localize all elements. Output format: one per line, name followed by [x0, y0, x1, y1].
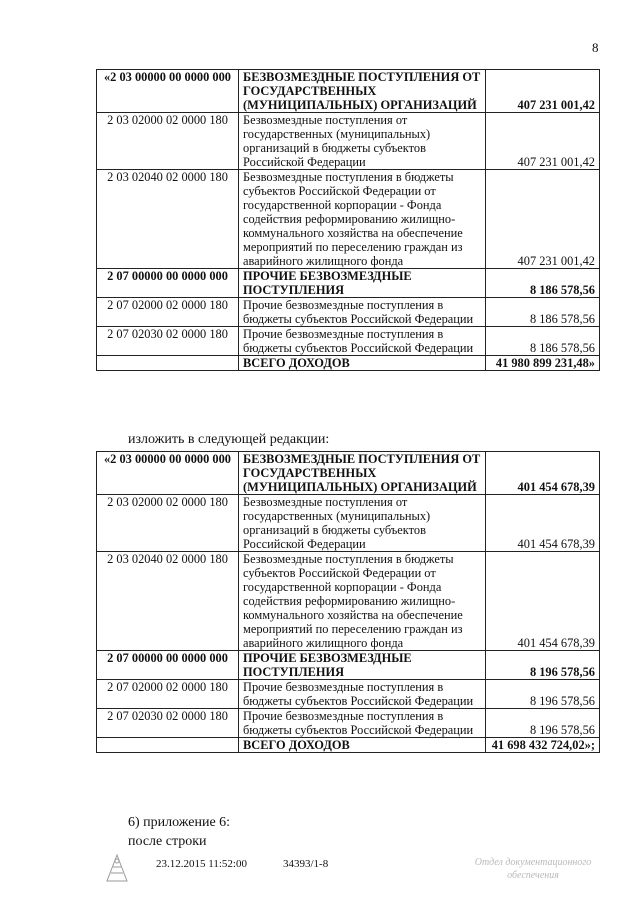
table-row	[97, 298, 600, 327]
name-cell: Прочие безвозмездные поступления в бюджеты субъектов Российской Федерации	[239, 709, 486, 738]
name-cell: Прочие безвозмездные поступления в бюджеты субъектов Российской Федерации	[239, 327, 486, 356]
table-row	[97, 356, 600, 371]
item-6-text: 6) приложение 6:	[128, 815, 231, 830]
table-row	[97, 738, 600, 753]
table-row	[97, 170, 600, 269]
footer-datetime: 23.12.2015 11:52:00	[156, 858, 247, 870]
name-cell: ПРОЧИЕ БЕЗВОЗМЕЗДНЫЕ ПОСТУПЛЕНИЯ	[239, 651, 486, 680]
name-cell: Безвозмездные поступления от государственных (муниципальных) организаций в бюджеты субъектов Российской Федерации	[239, 495, 486, 552]
table-row	[97, 651, 600, 680]
code-cell: 2 03 02040 02 0000 180	[97, 552, 239, 651]
table-row	[97, 113, 600, 170]
table-body	[97, 70, 600, 371]
name-cell: ПРОЧИЕ БЕЗВОЗМЕЗДНЫЕ ПОСТУПЛЕНИЯ	[239, 269, 486, 298]
amount-cell: 8 186 578,56	[486, 269, 600, 298]
amount-cell: 8 196 578,56	[486, 680, 600, 709]
amount-cell: 407 231 001,42	[486, 70, 600, 113]
name-cell: Безвозмездные поступления в бюджеты субъектов Российской Федерации от государственной корпорации - Фонда содействия реформированию жилищно-коммунального хозяйства на обеспечение мероприятий по переселению граждан из аварийного жилищного фонда	[239, 552, 486, 651]
code-cell: 2 07 02030 02 0000 180	[97, 709, 239, 738]
name-cell: ВСЕГО ДОХОДОВ	[239, 738, 486, 753]
amount-cell: 401 454 678,39	[486, 552, 600, 651]
seal-icon	[100, 851, 134, 885]
code-cell: 2 07 00000 00 0000 000	[97, 269, 239, 298]
code-cell	[97, 356, 239, 371]
code-cell: 2 07 00000 00 0000 000	[97, 651, 239, 680]
code-cell: «2 03 00000 00 0000 000	[97, 70, 239, 113]
amount-cell: 8 186 578,56	[486, 327, 600, 356]
amount-cell: 401 454 678,39	[486, 452, 600, 495]
stamp-line-2: обеспечения	[507, 870, 559, 881]
amount-cell: 8 196 578,56	[486, 709, 600, 738]
amount-cell: 41 980 899 231,48»	[486, 356, 600, 371]
after-line-text: после строки	[128, 834, 207, 849]
budget-table-after	[96, 451, 600, 753]
amount-cell: 41 698 432 724,02»;	[486, 738, 600, 753]
code-cell: 2 03 02000 02 0000 180	[97, 113, 239, 170]
name-cell: БЕЗВОЗМЕЗДНЫЕ ПОСТУПЛЕНИЯ ОТ ГОСУДАРСТВЕННЫХ (МУНИЦИПАЛЬНЫХ) ОРГАНИЗАЦИЙ	[239, 452, 486, 495]
name-cell: Безвозмездные поступления от государственных (муниципальных) организаций в бюджеты субъектов Российской Федерации	[239, 113, 486, 170]
stamp-line-1: Отдел документационного	[474, 857, 592, 868]
table-row	[97, 70, 600, 113]
code-cell: 2 07 02000 02 0000 180	[97, 680, 239, 709]
name-cell: Безвозмездные поступления в бюджеты субъектов Российской Федерации от государственной корпорации - Фонда содействия реформированию жилищно-коммунального хозяйства на обеспечение мероприятий по переселению граждан из аварийного жилищного фонда	[239, 170, 486, 269]
name-cell: БЕЗВОЗМЕЗДНЫЕ ПОСТУПЛЕНИЯ ОТ ГОСУДАРСТВЕННЫХ (МУНИЦИПАЛЬНЫХ) ОРГАНИЗАЦИЙ	[239, 70, 486, 113]
budget-table-before	[96, 69, 600, 371]
table-row	[97, 680, 600, 709]
amount-cell: 407 231 001,42	[486, 170, 600, 269]
code-cell: 2 07 02000 02 0000 180	[97, 298, 239, 327]
footer-doc-number: 34393/1-8	[283, 858, 329, 870]
name-cell: Прочие безвозмездные поступления в бюджеты субъектов Российской Федерации	[239, 298, 486, 327]
department-stamp	[453, 856, 613, 882]
table-body	[97, 452, 600, 753]
code-cell: «2 03 00000 00 0000 000	[97, 452, 239, 495]
amount-cell: 8 196 578,56	[486, 651, 600, 680]
name-cell: Прочие безвозмездные поступления в бюджеты субъектов Российской Федерации	[239, 680, 486, 709]
table-row	[97, 327, 600, 356]
table-row	[97, 269, 600, 298]
code-cell: 2 03 02000 02 0000 180	[97, 495, 239, 552]
intro-text: изложить в следующей редакции:	[128, 432, 330, 447]
table-row	[97, 452, 600, 495]
table-row	[97, 495, 600, 552]
code-cell	[97, 738, 239, 753]
table-row	[97, 552, 600, 651]
amount-cell: 401 454 678,39	[486, 495, 600, 552]
code-cell: 2 03 02040 02 0000 180	[97, 170, 239, 269]
code-cell: 2 07 02030 02 0000 180	[97, 327, 239, 356]
amount-cell: 8 186 578,56	[486, 298, 600, 327]
table-row	[97, 709, 600, 738]
page-number: 8	[592, 40, 599, 55]
name-cell: ВСЕГО ДОХОДОВ	[239, 356, 486, 371]
amount-cell: 407 231 001,42	[486, 113, 600, 170]
